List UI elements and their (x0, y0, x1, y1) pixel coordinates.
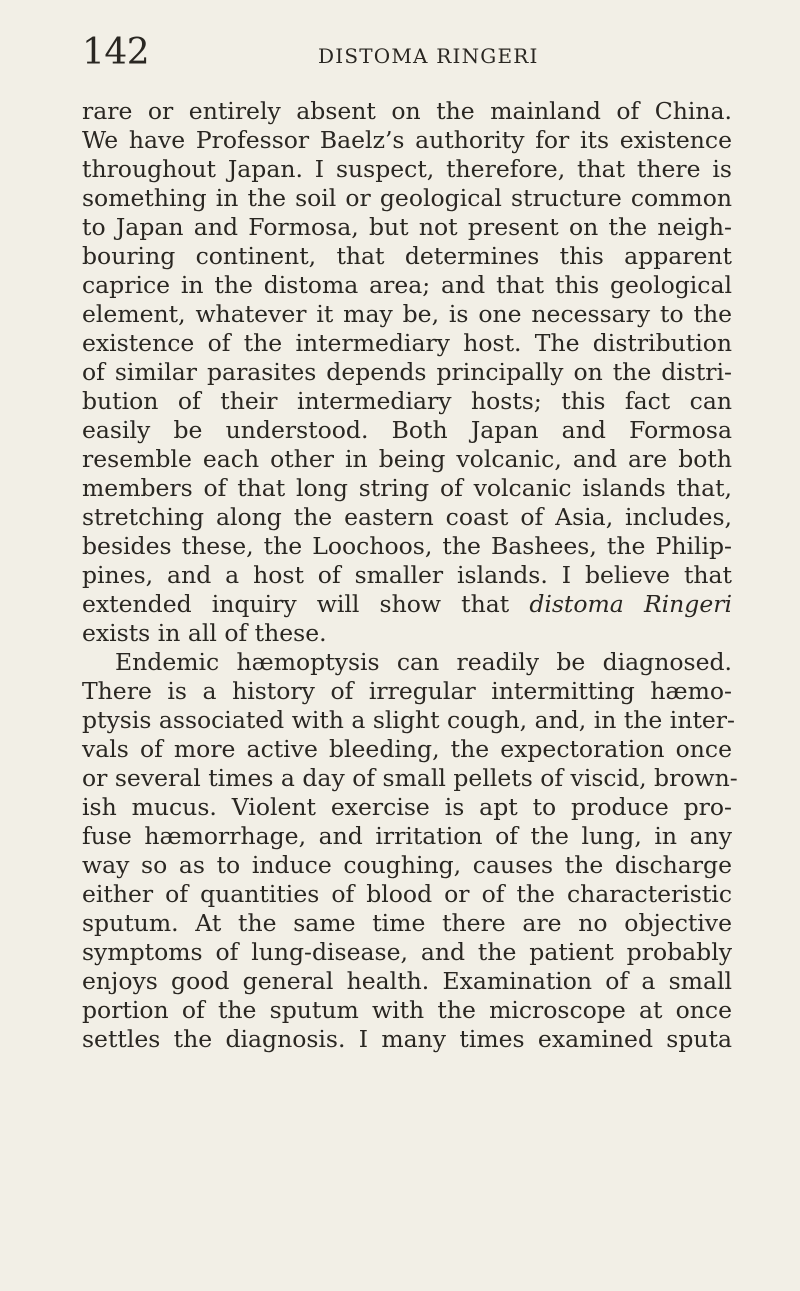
page-number: 142 (82, 32, 150, 73)
text-line: sputum. At the same time there are no objective (82, 909, 732, 937)
text-line: something in the soil or geological structure common (82, 184, 732, 212)
text-line: caprice in the distoma area; and that this geological (82, 271, 732, 299)
text-line: enjoys good general health. Examination of a small (82, 967, 732, 995)
text-line: way so as to induce coughing, causes the discharge (82, 851, 732, 879)
text-line: We have Professor Baelz’s authority for its existence (82, 126, 732, 154)
text-line: bouring continent, that determines this apparent (82, 242, 732, 270)
text-line: element, whatever it may be, is one necessary to the (82, 300, 732, 328)
page-header (0, 0, 800, 80)
text-line: settles the diagnosis. I many times examined sputa (82, 1025, 732, 1053)
text-line: exists in all of these. (82, 619, 327, 647)
text-line: besides these, the Loochoos, the Bashees, the Philip- (82, 532, 732, 560)
text-line: or several times a day of small pellets of viscid, brown- (82, 764, 738, 792)
paragraph-first-line: Endemic hæmoptysis can readily be diagnosed. (115, 648, 732, 676)
text-line: throughout Japan. I suspect, therefore, that there is (82, 155, 732, 183)
body-text (82, 97, 738, 1054)
text-line: symptoms of lung-disease, and the patient probably (82, 938, 732, 966)
text-segment: extended inquiry will show that (82, 590, 510, 618)
text-line: either of quantities of blood or of the characteristic (82, 880, 732, 908)
text-line: existence of the intermediary host. The distribution (82, 329, 732, 357)
text-line: ptysis associated with a slight cough, and, in the inter- (82, 706, 735, 734)
text-line: There is a history of irregular intermitting hæmo- (82, 677, 732, 705)
running-head: DISTOMA RINGERI (318, 44, 539, 68)
text-line: portion of the sputum with the microscope at once (82, 996, 732, 1024)
text-line: members of that long string of volcanic islands that, (82, 474, 732, 502)
text-line: vals of more active bleeding, the expectoration once (82, 735, 732, 763)
text-line: pines, and a host of smaller islands. I believe that (82, 561, 732, 589)
text-line: to Japan and Formosa, but not present on the neigh- (82, 213, 732, 241)
text-line: of similar parasites depends principally on the distri- (82, 358, 732, 386)
text-line: easily be understood. Both Japan and Formosa (82, 416, 732, 444)
italic-species-name: distoma Ringeri (529, 590, 732, 618)
text-line: stretching along the eastern coast of Asia, includes, (82, 503, 732, 531)
text-line: ish mucus. Violent exercise is apt to produce pro- (82, 793, 732, 821)
text-line-with-italic (82, 590, 732, 619)
text-line: fuse hæmorrhage, and irritation of the lung, in any (82, 822, 732, 850)
text-line: bution of their intermediary hosts; this fact can (82, 387, 732, 415)
text-line: rare or entirely absent on the mainland of China. (82, 97, 732, 125)
text-line: resemble each other in being volcanic, and are both (82, 445, 732, 473)
